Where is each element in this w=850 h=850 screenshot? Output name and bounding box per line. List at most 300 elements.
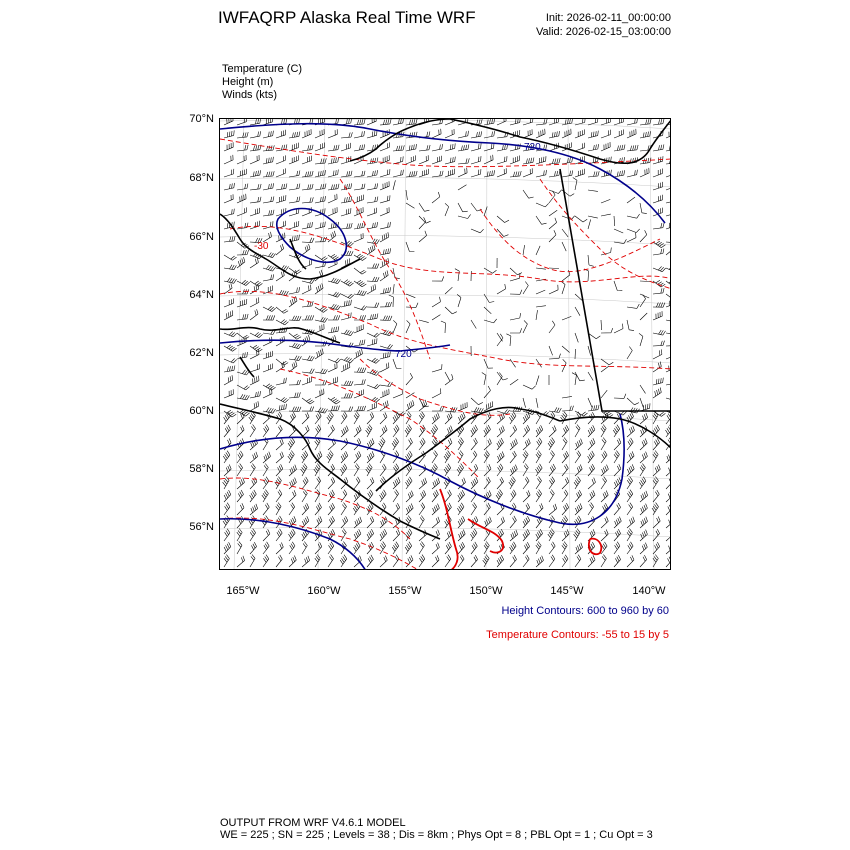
wind-barb xyxy=(367,303,379,308)
wind-barb xyxy=(419,555,425,567)
wind-barb xyxy=(406,555,413,567)
wind-barb xyxy=(653,529,660,541)
wind-barb xyxy=(484,451,489,463)
wind-barb xyxy=(354,306,367,311)
wind-barb xyxy=(549,230,556,242)
wind-barb xyxy=(523,439,530,450)
wind-barb xyxy=(497,452,504,464)
wind-barb xyxy=(510,171,521,177)
wind-barb xyxy=(614,216,615,226)
wind-barb xyxy=(380,169,390,177)
wind-barb xyxy=(627,233,636,242)
wind-barb xyxy=(510,439,517,450)
wind-barb xyxy=(536,477,542,489)
wind-barb xyxy=(458,168,467,177)
wind-barb xyxy=(354,517,362,528)
wind-barb xyxy=(354,315,366,320)
wind-barb xyxy=(639,477,646,489)
wind-barb xyxy=(653,477,658,489)
wind-barb xyxy=(627,464,634,476)
wind-barb xyxy=(523,385,536,389)
wind-barb xyxy=(432,543,439,554)
wind-barb xyxy=(523,477,529,489)
wind-barb xyxy=(653,330,666,335)
wind-barb xyxy=(432,315,440,320)
wind-barb xyxy=(588,478,596,489)
wind-barb xyxy=(510,465,517,476)
wind-barb xyxy=(536,170,547,177)
wind-barb xyxy=(510,425,517,437)
wind-barb xyxy=(237,314,248,320)
wind-barb xyxy=(562,170,573,177)
height-label-central: 720 xyxy=(395,349,412,360)
wind-barb xyxy=(224,119,233,125)
wind-barb xyxy=(263,315,275,320)
wind-barb xyxy=(367,264,379,269)
wind-barb xyxy=(458,413,465,425)
wind-barb xyxy=(263,384,276,391)
wind-barb xyxy=(237,529,242,542)
wind-barb xyxy=(441,321,446,333)
wind-barb xyxy=(262,490,269,502)
wind-barb xyxy=(237,280,250,285)
wind-barb xyxy=(366,464,373,477)
wind-barb xyxy=(315,307,327,312)
wind-barb xyxy=(510,451,516,463)
wind-barb xyxy=(484,170,495,177)
wind-barb xyxy=(341,362,350,372)
wind-barb xyxy=(588,464,595,476)
wind-barb xyxy=(523,282,528,295)
field-label-temperature: Temperature (C) xyxy=(222,63,303,75)
wind-barb xyxy=(640,439,647,451)
wind-barb xyxy=(419,490,426,502)
wind-barb xyxy=(584,269,589,281)
wind-barb xyxy=(523,464,528,477)
wind-barb xyxy=(510,290,522,295)
wind-barb xyxy=(393,170,403,177)
wind-barb xyxy=(601,248,611,256)
wind-barb xyxy=(523,168,532,177)
wind-barb xyxy=(237,223,248,229)
wind-barb xyxy=(302,477,308,489)
wind-barb xyxy=(301,451,308,463)
wind-barb xyxy=(432,530,440,541)
wind-barb xyxy=(328,503,335,515)
wind-barb xyxy=(302,556,310,567)
wind-barb xyxy=(523,451,528,464)
wind-barb xyxy=(588,171,599,177)
wind-barb xyxy=(328,542,334,554)
wind-barb xyxy=(562,119,573,125)
wind-barb xyxy=(419,169,429,177)
wind-barb xyxy=(601,320,602,330)
wind-barb xyxy=(250,490,257,502)
wind-barb xyxy=(276,404,287,411)
wind-barb xyxy=(549,131,560,138)
wind-barb xyxy=(562,396,572,398)
wind-barb xyxy=(250,504,258,515)
wind-barb xyxy=(640,230,647,242)
wind-barb xyxy=(393,320,397,333)
model-footer: OUTPUT FROM WRF V4.6.1 MODEL xyxy=(220,817,406,829)
wind-barb xyxy=(302,542,307,555)
wind-barb xyxy=(315,477,321,489)
wind-barb xyxy=(549,504,557,515)
wind-barb xyxy=(289,316,301,321)
wind-barb xyxy=(445,555,451,567)
wind-barb xyxy=(627,129,636,138)
wind-barb xyxy=(458,144,469,151)
wind-barb xyxy=(653,388,661,399)
wind-barb xyxy=(536,490,542,502)
wind-barb xyxy=(289,155,298,164)
wind-barb xyxy=(263,542,269,554)
wind-barb xyxy=(224,425,230,437)
wind-barb xyxy=(419,320,429,323)
wind-barb xyxy=(653,490,659,502)
wind-barb xyxy=(601,119,611,125)
wind-barb xyxy=(419,203,429,211)
wind-barb xyxy=(614,517,621,528)
wind-barb xyxy=(510,379,518,385)
wind-barb xyxy=(549,407,561,412)
wind-barb xyxy=(224,155,233,164)
wind-barb xyxy=(458,131,469,138)
wind-barb xyxy=(562,490,568,502)
wind-barb xyxy=(405,425,412,437)
wind-barb xyxy=(575,349,576,359)
wind-barb xyxy=(276,503,281,516)
wind-barb xyxy=(263,221,273,229)
wind-barb xyxy=(341,357,354,363)
wind-barb xyxy=(250,258,258,268)
wind-barb xyxy=(250,555,255,568)
wind-barb xyxy=(548,529,555,542)
wind-barb xyxy=(458,516,465,528)
wind-barb xyxy=(328,397,340,404)
wind-barb xyxy=(406,242,414,252)
wind-barb xyxy=(263,452,271,463)
wind-barb xyxy=(523,245,525,255)
wind-barb xyxy=(406,119,417,125)
wind-barb xyxy=(354,119,365,125)
wind-barb xyxy=(536,542,541,555)
wind-barb xyxy=(536,203,549,207)
wind-barb xyxy=(614,239,626,243)
wind-barb xyxy=(506,334,511,346)
wind-barb xyxy=(367,239,379,244)
wind-barb xyxy=(432,276,444,281)
wind-barb xyxy=(419,425,425,437)
wind-barb xyxy=(276,195,286,203)
wind-barb xyxy=(575,516,582,528)
wind-barb xyxy=(458,214,471,218)
wind-barb xyxy=(223,451,230,463)
wind-barb xyxy=(302,407,314,412)
wind-barb xyxy=(653,311,662,320)
wind-barb xyxy=(237,194,246,203)
wind-barb xyxy=(250,542,257,554)
wind-barb xyxy=(237,145,248,151)
wind-barb xyxy=(575,425,580,438)
wind-barb xyxy=(640,281,650,282)
map-panel xyxy=(219,118,671,570)
wind-barb xyxy=(328,555,334,567)
field-label-height: Height (m) xyxy=(222,76,274,88)
wind-barb xyxy=(367,244,375,255)
wind-barb xyxy=(614,394,626,399)
wind-barb xyxy=(627,304,639,308)
wind-barb xyxy=(250,332,263,337)
wind-barb xyxy=(367,451,374,463)
wind-barb xyxy=(549,426,556,438)
wind-barb xyxy=(614,281,622,291)
wind-barb xyxy=(510,328,522,333)
wind-barb xyxy=(666,517,671,528)
lon-label-145w: 145°W xyxy=(550,585,584,597)
wind-barb xyxy=(354,406,366,411)
wind-barb xyxy=(250,345,262,352)
wind-barb xyxy=(328,292,341,297)
wind-barb xyxy=(536,529,543,541)
wind-barb xyxy=(666,378,671,385)
wind-barb xyxy=(380,232,389,242)
wind-barb xyxy=(484,503,490,515)
wind-barb xyxy=(328,231,336,242)
wind-barb xyxy=(289,380,301,385)
wind-barb xyxy=(380,556,387,567)
wind-barb xyxy=(484,119,495,125)
wind-barb xyxy=(224,209,234,216)
wind-barb xyxy=(250,155,259,164)
wind-barb xyxy=(627,229,640,233)
wind-barb xyxy=(302,238,314,243)
wind-barb xyxy=(263,351,273,359)
wind-barb xyxy=(601,359,613,365)
wind-barb xyxy=(380,287,391,294)
wind-barb xyxy=(354,464,359,477)
wind-barb xyxy=(653,249,664,255)
wind-barb xyxy=(471,542,477,554)
wind-barb xyxy=(328,145,339,151)
wind-barb xyxy=(393,490,399,502)
wind-barb xyxy=(249,516,256,528)
wind-barb xyxy=(276,184,287,191)
wind-barb xyxy=(237,425,244,437)
wind-barb xyxy=(484,143,494,151)
wind-barb xyxy=(536,425,543,437)
wind-barb xyxy=(484,517,491,528)
wind-barb xyxy=(640,168,649,177)
wind-barb xyxy=(588,490,595,502)
wind-barb xyxy=(276,439,283,450)
wind-barb xyxy=(614,451,619,463)
wind-barb xyxy=(250,208,260,216)
wind-barb xyxy=(315,503,322,515)
wind-barb xyxy=(302,171,313,177)
temperature-label-west: -30 xyxy=(254,241,269,252)
wind-barb xyxy=(302,244,310,255)
wind-barb xyxy=(302,197,313,203)
wind-barb xyxy=(263,253,276,258)
wind-barb xyxy=(276,425,282,437)
wind-barb xyxy=(367,284,376,294)
wind-barb xyxy=(484,439,491,450)
wind-barb xyxy=(276,208,286,216)
wind-barb xyxy=(367,338,377,346)
wind-barb xyxy=(250,364,260,372)
wind-barb xyxy=(432,129,441,138)
wind-barb xyxy=(341,143,351,151)
wind-barb xyxy=(276,307,288,313)
wind-barb xyxy=(666,144,671,151)
wind-barb xyxy=(484,412,491,424)
wind-barb xyxy=(666,266,671,272)
wind-barb xyxy=(237,413,244,425)
wind-barb xyxy=(367,516,374,528)
wind-barb xyxy=(666,425,672,437)
wind-barb xyxy=(627,214,640,218)
wind-barb xyxy=(367,542,374,554)
wind-barb xyxy=(601,477,607,489)
wind-barb xyxy=(562,425,569,437)
wind-barb xyxy=(471,398,483,405)
wind-barb xyxy=(549,490,554,503)
wind-barb xyxy=(315,255,327,261)
wind-barb xyxy=(471,156,481,164)
wind-barb xyxy=(601,130,611,138)
wind-barb xyxy=(380,490,387,502)
wind-barb xyxy=(315,283,323,294)
wind-barb xyxy=(575,216,587,222)
wind-barb xyxy=(250,221,260,229)
wind-barb xyxy=(367,222,378,229)
wind-barb xyxy=(328,278,341,284)
wind-barb xyxy=(666,317,671,322)
wind-barb xyxy=(406,155,415,164)
wind-barb xyxy=(549,119,559,125)
wind-barb xyxy=(640,491,648,502)
wind-barb xyxy=(237,385,250,390)
wind-barb xyxy=(640,543,647,554)
wind-barb xyxy=(288,451,295,464)
wind-barb xyxy=(523,490,530,502)
wind-barb xyxy=(367,333,380,337)
wind-barb xyxy=(354,131,365,138)
wind-barb xyxy=(276,271,284,281)
wind-barb xyxy=(562,438,567,451)
wind-barb xyxy=(276,244,284,255)
wind-barb xyxy=(328,194,337,203)
wind-barb xyxy=(224,310,233,320)
wind-barb xyxy=(601,199,610,203)
wind-barb xyxy=(405,529,412,541)
wind-barb xyxy=(289,490,296,502)
wind-barb xyxy=(367,555,373,567)
wind-barb xyxy=(523,555,529,567)
wind-barb xyxy=(224,255,237,260)
lat-label-58n: 58°N xyxy=(189,463,214,475)
wind-barb xyxy=(562,242,566,251)
wind-barb xyxy=(614,324,623,333)
lon-label-150w: 150°W xyxy=(469,585,503,597)
wind-barb xyxy=(224,332,237,337)
wind-barb xyxy=(419,478,427,489)
wind-barb xyxy=(588,555,595,567)
wind-barb xyxy=(341,412,347,424)
wind-barb xyxy=(289,268,301,274)
wind-barb xyxy=(302,369,314,374)
wind-barb xyxy=(536,451,541,464)
wind-barb xyxy=(666,299,671,307)
wind-barb xyxy=(341,381,353,386)
model-config-footer: WE = 225 ; SN = 225 ; Levels = 38 ; Dis = 8km ; Phys Opt = 8 ; PBL Opt = 1 ; Cu Opt = 3 xyxy=(220,829,653,841)
wind-barb xyxy=(341,407,353,412)
wind-barb xyxy=(653,288,664,294)
wind-barb xyxy=(536,310,538,320)
wind-barb xyxy=(601,425,606,438)
wind-barb xyxy=(223,516,230,528)
wind-barb xyxy=(640,203,647,214)
wind-barb xyxy=(458,438,464,450)
wind-barb xyxy=(341,280,354,287)
wind-barb xyxy=(497,372,508,380)
wind-barb xyxy=(302,412,309,424)
wind-barb xyxy=(354,529,361,541)
wind-barb xyxy=(341,223,352,229)
wind-barb xyxy=(575,439,582,450)
wind-barb xyxy=(575,169,585,177)
wind-barb xyxy=(574,529,581,542)
wind-barb xyxy=(548,438,555,450)
wind-barb xyxy=(484,425,491,437)
wind-barb xyxy=(653,438,660,450)
wind-barb xyxy=(640,504,647,515)
wind-barb xyxy=(445,169,455,177)
wind-barb xyxy=(354,389,363,398)
lon-label-160w: 160°W xyxy=(307,585,341,597)
wind-barb xyxy=(367,158,378,164)
wind-barb xyxy=(458,542,465,554)
wind-barb xyxy=(328,157,339,164)
wind-barb xyxy=(250,401,259,411)
wind-barb xyxy=(328,377,338,385)
wind-barb xyxy=(341,132,352,138)
wind-barb xyxy=(562,316,571,320)
wind-barb xyxy=(614,555,621,567)
wind-barb xyxy=(536,290,545,294)
wind-barb xyxy=(276,130,286,138)
wind-barb xyxy=(575,307,580,316)
wind-barb xyxy=(627,477,633,489)
wind-barb xyxy=(380,382,392,387)
wind-barb xyxy=(328,207,337,216)
wind-barb xyxy=(354,223,365,229)
wind-barb xyxy=(406,144,417,151)
wind-barb xyxy=(237,478,245,489)
wind-barb xyxy=(380,389,389,398)
wind-barb xyxy=(288,438,295,450)
wind-barb xyxy=(497,426,504,437)
wind-barb xyxy=(601,491,608,503)
wind-barb xyxy=(588,190,598,191)
wind-barb xyxy=(250,309,258,320)
wind-barb xyxy=(484,464,491,476)
wind-barb xyxy=(302,490,307,503)
wind-barb xyxy=(510,530,518,541)
wind-barb xyxy=(354,268,366,274)
